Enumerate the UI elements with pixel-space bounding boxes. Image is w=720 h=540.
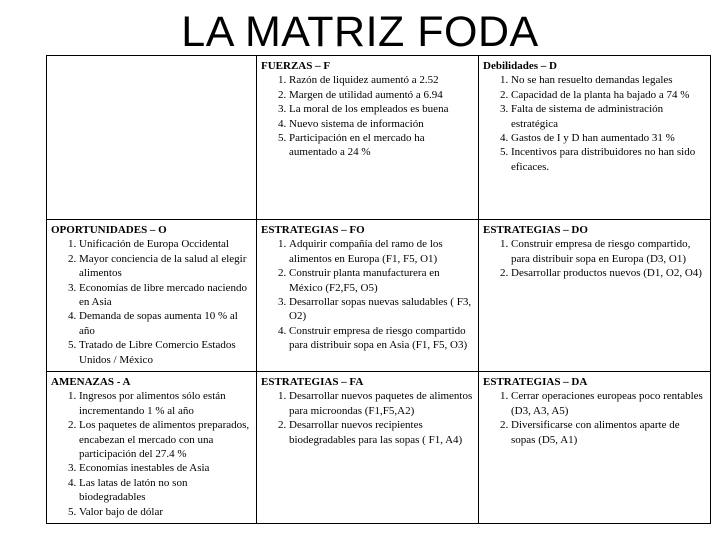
estrategias-fo-item: 2. Construir planta manufacturera en México (F2,F5, O5) — [289, 266, 474, 295]
estrategias-fa-cell — [257, 372, 479, 524]
matrix-row-oportunidades — [47, 220, 711, 372]
amenazas-header: AMENAZAS - A — [51, 376, 131, 388]
fuerzas-item: 1. Razón de liquidez aumentó a 2.52 — [289, 73, 474, 87]
estrategias-do-cell — [479, 220, 711, 372]
fuerzas-item: 5. Participación en el mercado ha aumentado a 24 % — [289, 131, 474, 160]
oportunidades-header: OPORTUNIDADES – O — [51, 224, 167, 236]
estrategias-fa-item: 1. Desarrollar nuevos paquetes de alimentos para microondas (F1,F5,A2) — [289, 389, 474, 418]
estrategias-fo-item: 3. Desarrollar sopas nuevas saludables ( F3, O2) — [289, 295, 474, 324]
estrategias-fa-header: ESTRATEGIAS – FA — [261, 376, 364, 388]
fuerzas-item: 2. Margen de utilidad aumentó a 6.94 — [289, 88, 474, 102]
fuerzas-header: FUERZAS – F — [261, 60, 331, 72]
fuerzas-item: 4. Nuevo sistema de información — [289, 117, 474, 131]
estrategias-fo-item: 1. Adquirir compañía del ramo de los alimentos en Europa (F1, F5, O1) — [289, 237, 474, 266]
estrategias-fa-item: 2. Desarrollar nuevos recipientes biodegradables para las sopas ( F1, A4) — [289, 418, 474, 447]
amenazas-item: 5. Valor bajo de dólar — [79, 505, 252, 519]
estrategias-do-list — [483, 237, 706, 280]
estrategias-fo-item: 4. Construir empresa de riesgo compartido para distribuir sopa en Asia (F1, F5, O3) — [289, 324, 474, 353]
fuerzas-list — [261, 73, 474, 159]
estrategias-da-item: 2. Diversificarse con alimentos aparte de sopas (D5, A1) — [511, 418, 706, 447]
oportunidades-item: 3. Economías de libre mercado naciendo en Asia — [79, 281, 252, 310]
amenazas-item: 4. Las latas de latón no son biodegradables — [79, 476, 252, 505]
debilidades-item: 4. Gastos de I y D han aumentado 31 % — [511, 131, 706, 145]
amenazas-item: 1. Ingresos por alimentos sólo están incrementando 1 % al año — [79, 389, 252, 418]
matrix-row-amenazas — [47, 372, 711, 524]
fuerzas-item: 3. La moral de los empleados es buena — [289, 102, 474, 116]
empty-corner-cell — [47, 56, 257, 220]
estrategias-do-header: ESTRATEGIAS – DO — [483, 224, 588, 236]
fuerzas-cell — [257, 56, 479, 220]
amenazas-cell — [47, 372, 257, 524]
matrix-row-header — [47, 56, 711, 220]
estrategias-fo-list — [261, 237, 474, 352]
estrategias-fo-header: ESTRATEGIAS – FO — [261, 224, 365, 236]
oportunidades-cell — [47, 220, 257, 372]
foda-matrix — [46, 55, 711, 524]
estrategias-do-item: 2. Desarrollar productos nuevos (D1, O2, O4) — [511, 266, 706, 280]
estrategias-da-item: 1. Cerrar operaciones europeas poco rentables (D3, A3, A5) — [511, 389, 706, 418]
debilidades-header: Debilidades – D — [483, 60, 557, 72]
estrategias-da-header: ESTRATEGIAS – DA — [483, 376, 588, 388]
amenazas-list — [51, 389, 252, 519]
amenazas-item: 3. Economías inestables de Asia — [79, 461, 252, 475]
amenazas-item: 2. Los paquetes de alimentos preparados, encabezan el mercado con una participación del 27.4 % — [79, 418, 252, 461]
oportunidades-list — [51, 237, 252, 367]
debilidades-item: 2. Capacidad de la planta ha bajado a 74 % — [511, 88, 706, 102]
estrategias-da-list — [483, 389, 706, 447]
oportunidades-item: 5. Tratado de Libre Comercio Estados Unidos / México — [79, 338, 252, 367]
debilidades-list — [483, 73, 706, 174]
oportunidades-item: 4. Demanda de sopas aumenta 10 % al año — [79, 309, 252, 338]
oportunidades-item: 2. Mayor conciencia de la salud al elegir alimentos — [79, 252, 252, 281]
debilidades-item: 5. Incentivos para distribuidores no han sido eficaces. — [511, 145, 706, 174]
page-title: LA MATRIZ FODA — [181, 8, 539, 56]
debilidades-item: 1. No se han resuelto demandas legales — [511, 73, 706, 87]
oportunidades-item: 1. Unificación de Europa Occidental — [79, 237, 252, 251]
estrategias-do-item: 1. Construir empresa de riesgo compartido, para distribuir sopa en Europa (D3, O1) — [511, 237, 706, 266]
estrategias-fo-cell — [257, 220, 479, 372]
debilidades-cell — [479, 56, 711, 220]
estrategias-da-cell — [479, 372, 711, 524]
estrategias-fa-list — [261, 389, 474, 447]
debilidades-item: 3. Falta de sistema de administración estratégica — [511, 102, 706, 131]
